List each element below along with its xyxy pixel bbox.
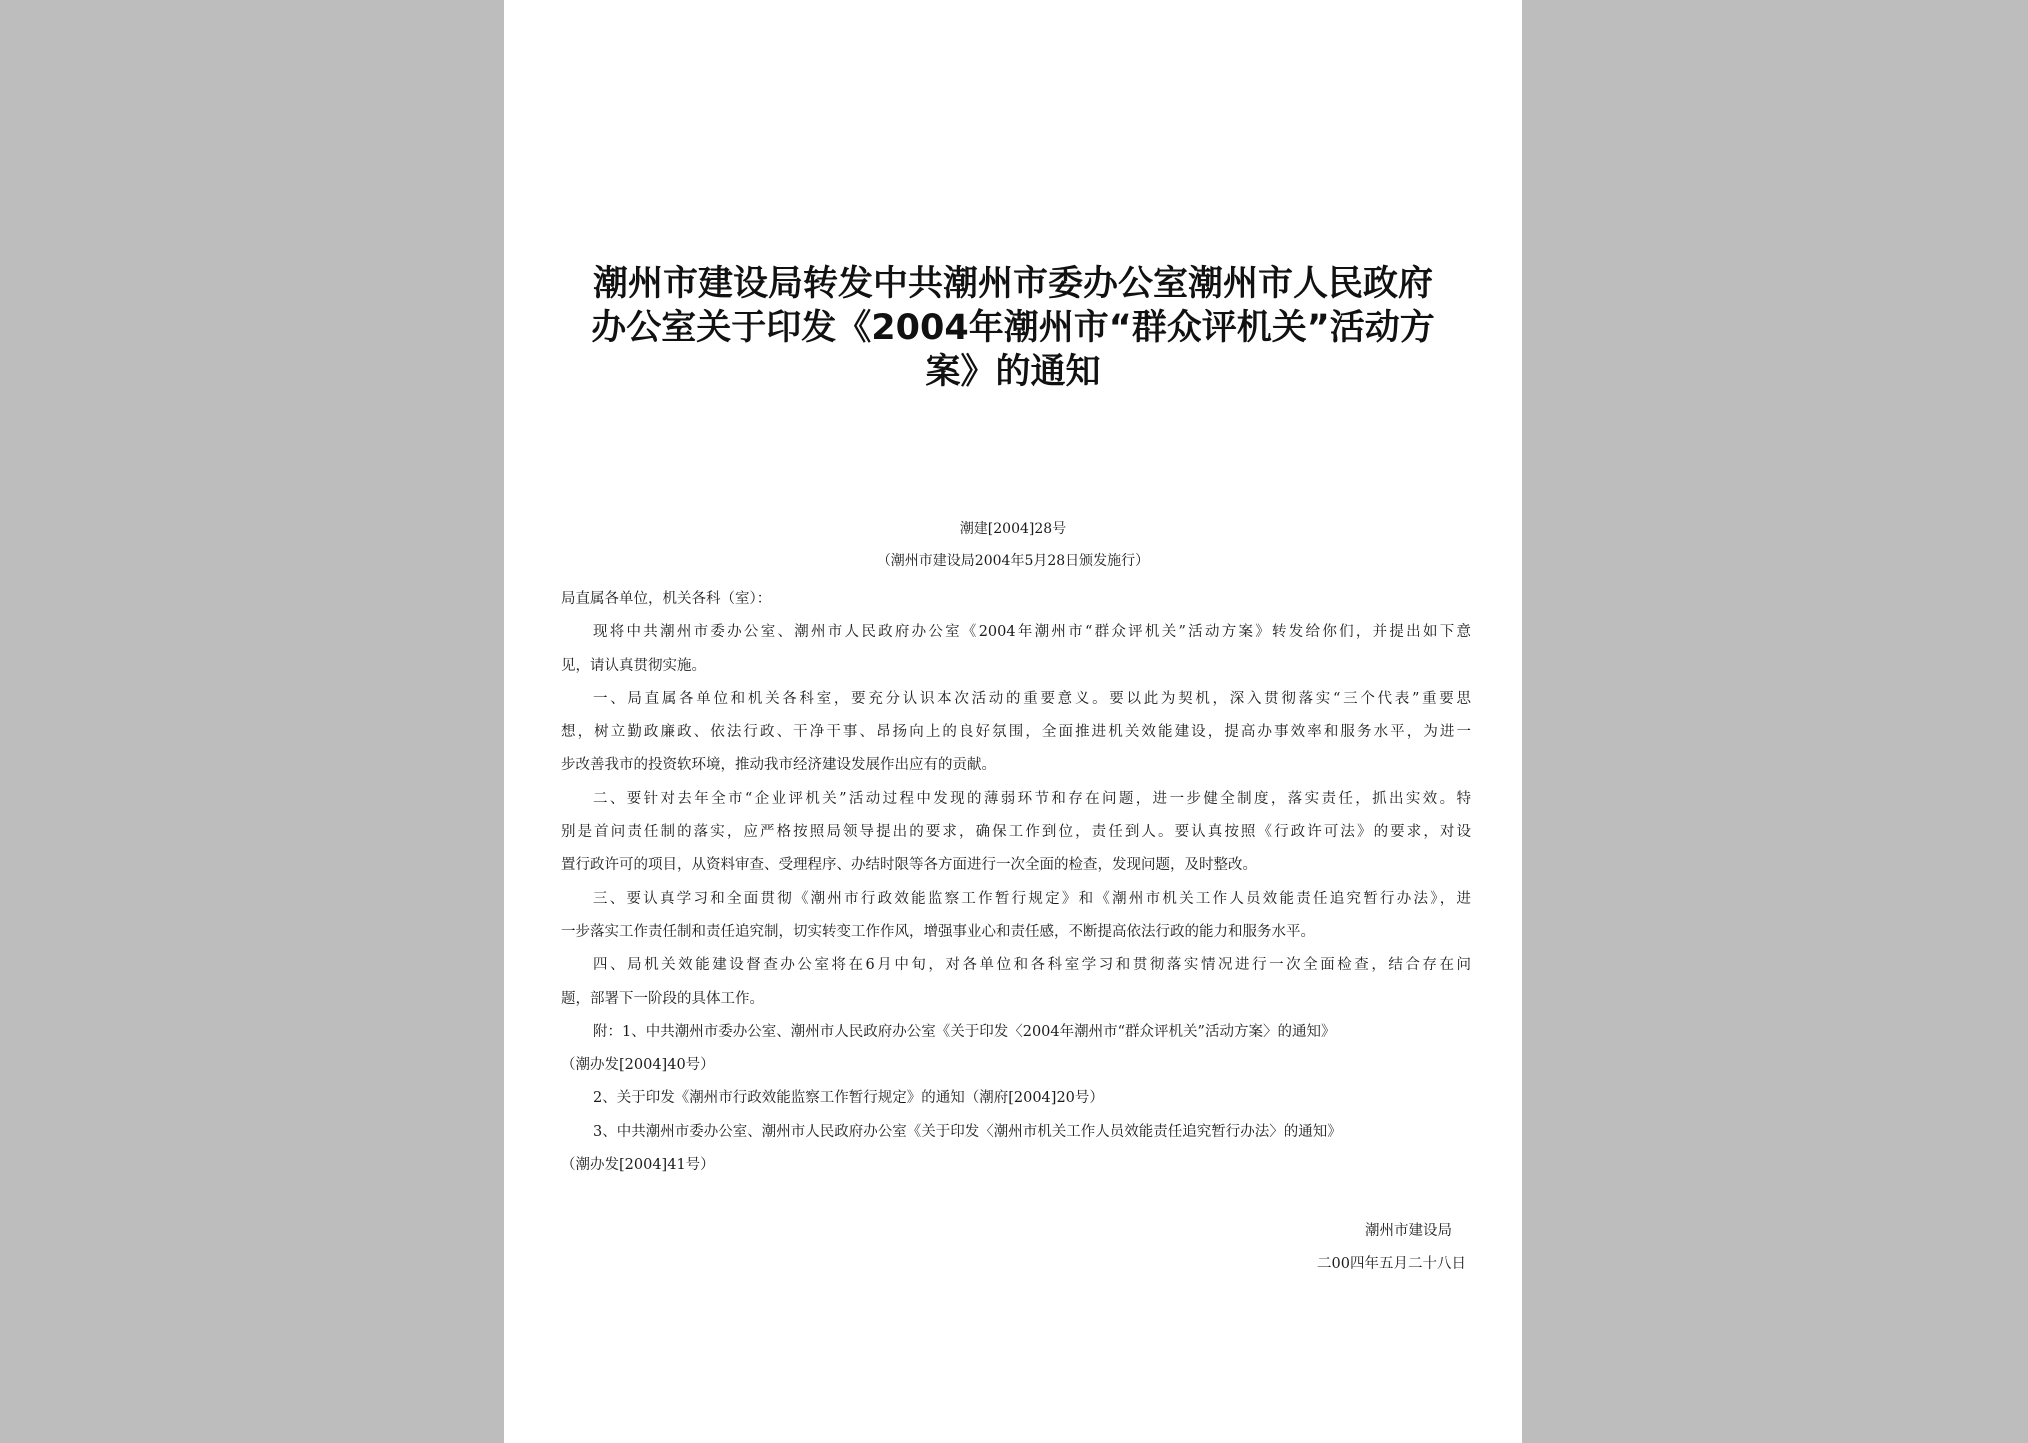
title-line: 办公室关于印发《2004年潮州市“群众评机关”活动方 [591, 308, 1435, 348]
issued-line: （潮州市建设局2004年5月28日颁发施行） [876, 553, 1150, 569]
title-line: 潮州市建设局转发中共潮州市委办公室潮州市人民政府 [592, 264, 1433, 304]
body-line: 想，树立勤政廉政、依法行政、干净干事、昂扬向上的良好氛围，全面推进机关效能建设，提高办事效率和服务水平，为进一 [561, 724, 1471, 741]
body-line: 置行政许可的项目，从资料审查、受理程序、办结时限等各方面进行一次全面的检查，发现问题，及时整改。 [561, 857, 1257, 874]
body-line: 步改善我市的投资软环境，推动我市经济建设发展作出应有的贡献。 [561, 757, 996, 774]
body-line: 一步落实工作责任制和责任追究制，切实转变工作作风，增强事业心和责任感，不断提高依法行政的能力和服务水平。 [561, 923, 1315, 940]
document-title [544, 262, 1482, 394]
body-line: 三、要认真学习和全面贯彻《潮州市行政效能监察工作暂行规定》和《潮州市机关工作人员效能责任追究暂行办法》，进 [593, 890, 1471, 907]
signature-block [1317, 1215, 1466, 1281]
signature-date: 二00四年五月二十八日 [1317, 1256, 1466, 1272]
body-line: 二、要针对去年全市“企业评机关”活动过程中发现的薄弱环节和存在问题，进一步健全制度，落实责任，抓出实效。特 [593, 790, 1471, 807]
body-line: 一、局直属各单位和机关各科室，要充分认识本次活动的重要意义。要以此为契机，深入贯彻落实“三个代表”重要思 [593, 690, 1471, 707]
body-line: 四、局机关效能建设督查办公室将在6月中旬，对各单位和各科室学习和贯彻落实情况进行一次全面检查，结合存在问 [593, 957, 1471, 974]
signature-org: 潮州市建设局 [1365, 1223, 1452, 1239]
body-line: 现将中共潮州市委办公室、潮州市人民政府办公室《2004年潮州市“群众评机关”活动方案》转发给你们，并提出如下意 [593, 624, 1471, 641]
body-line: 题，部署下一阶段的具体工作。 [561, 990, 764, 1007]
salutation: 局直属各单位，机关各科（室）： [561, 591, 772, 607]
document-number: 潮建[2004]28号 [959, 521, 1067, 537]
document-page [504, 0, 1522, 1443]
body-line: 见，请认真贯彻实施。 [561, 657, 706, 674]
title-line: 案》的通知 [925, 352, 1101, 392]
attachment-line: （潮办发[2004]41号） [561, 1157, 715, 1174]
attachment-line: 3、中共潮州市委办公室、潮州市人民政府办公室《关于印发〈潮州市机关工作人员效能责任追究暂行办法〉的通知》 [593, 1123, 1342, 1140]
attachment-line: 2、关于印发《潮州市行政效能监察工作暂行规定》的通知（潮府[2004]20号） [593, 1090, 1104, 1107]
attachment-line: 附：1、中共潮州市委办公室、潮州市人民政府办公室《关于印发〈2004年潮州市“群众评机关”活动方案〉的通知》 [593, 1023, 1336, 1040]
attachment-line: （潮办发[2004]40号） [561, 1057, 715, 1074]
document-body [561, 583, 1471, 1182]
body-line: 别是首问责任制的落实，应严格按照局领导提出的要求，确保工作到位，责任到人。要认真按照《行政许可法》的要求，对设 [561, 824, 1471, 841]
